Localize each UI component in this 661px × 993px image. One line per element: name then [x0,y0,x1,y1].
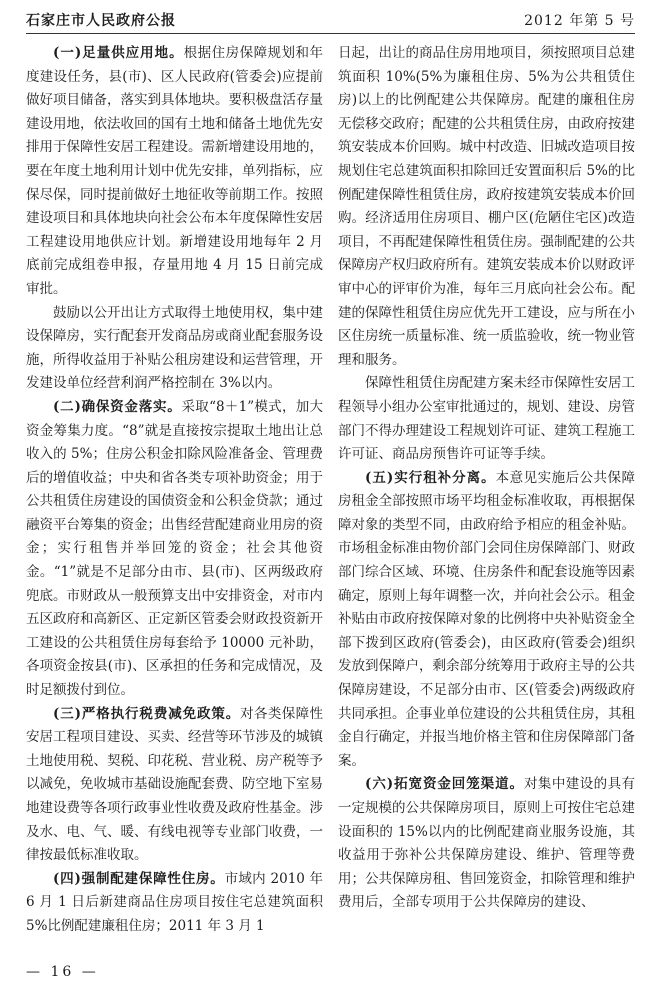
paragraph-text: 对各类保障性安居工程项目建设、买卖、经营等环节涉及的城镇土地使用税、契税、印花税、营业税、房产税等予以减免，免收城市基础设施配套费、防空地下室易地建设费等各项行政事业性收费及政府性基金。涉及水、电、气、暖、有线电视等专业部门收费，一律按最低标准收取。 [26,705,323,864]
issue-number: 2012 年第 5 号 [524,13,635,29]
section-heading: (二)确保资金落实。 [53,398,182,415]
paragraph [26,868,323,939]
paragraph-text: 日起，出让的商品住房用地项目，须按照项目总建筑面积 10%(5%为廉租住房、5%为公共租赁住房)以上的比例配建公共保障房。配建的廉租住房无偿移交政府；配建的公共租赁住房，由政府按建筑安装成本价回购。城中村改造、旧城改造项目按规划住宅总建筑面积扣除回迁安置面积后 5%的比例配建保障性租赁住房，政府按建筑安装成本价回购。经济适用住房项目、棚户区(危陋住宅区)改造项目，不再配建保障性租赁住房。强制配建的公共保障房产权归政府所有。建筑安装成本价以财政评审中心的评审价为准，每年三月底向社会公布。配建的保障性租赁住房应优先开工建设，应与所在小区住房统一质量标准、统一质监验收，统一物业管理和服务。 [338,45,635,368]
paragraph [26,302,323,396]
paragraph [338,773,635,915]
page-header [26,8,635,34]
paragraph-text: 采取“8＋1”模式，加大资金筹集力度。“8”就是直接按宗提取土地出让总收入的 5%；住房公积金扣除风险准备金、管理费后的增值收益；中央和省各类专项补助资金；用于公共租赁住房建设的国债资金和公积金贷款；通过融资平台筹集的资金；出售经营配建商业用房的资金；实行租售并举回笼的资金；社会其他资金。“1”就是不足部分由市、县(市)、区两级政府兜底。市财政从一般预算支出中安排资金，对市内五区政府和高新区、正定新区管委会财政投资新开工建设的公共租赁住房每套给予 10000 元补助，各项资金按县(市)、区承担的任务和完成情况，及时足额拨付到位。 [26,398,323,699]
section-heading: (一)足量供应用地。 [53,45,184,61]
section-heading: (三)严格执行税费减免政策。 [53,705,241,722]
section-heading: (五)实行租补分离。 [365,469,496,486]
right-column [338,42,635,957]
paragraph-text: 根据住房保障规划和年度建设任务，县(市)、区人民政府(管委会)应提前做好项目储备，落实到具体地块。要积极盘活存量建设用地，依法收回的国有土地和储备土地优先安排用于保障性安居工程建设。需新增建设用地的，要在年度土地利用计划中优先安排，单列指标，应保尽保，同时提前做好土地征收等前期工作。按照建设项目和具体地块向社会公布本年度保障性安居工程建设用地供应计划。新增建设用地每年 2 月底前完成组卷申报，存量用地 4 月 15 日前完成审批。 [26,45,323,297]
section-heading: (四)强制配建保障性住房。 [53,870,225,887]
paragraph [26,703,323,868]
paragraph-text: 对集中建设的具有一定规模的公共保障房项目，原则上可按住宅总建设面积的 15%以内的比例配建商业服务设施，其收益用于弥补公共保障房建设、维护、管理等费用；公共保障房租、售回笼资金，扣除管理和维护费用后，全部专项用于公共保障房的建设、 [338,776,635,911]
publication-title: 石家庄市人民政府公报 [26,13,176,29]
paragraph-text: 保障性租赁住房配建方案未经市保障性安居工程领导小组办公室审批通过的，规划、建设、房管部门不得办理建设工程规划许可证、建筑工程施工许可证、商品房预售许可证等手续。 [338,375,635,463]
paragraph [26,42,323,302]
paragraph-text: 本意见实施后公共保障房租金全部按照市场平均租金标准收取，再根据保障对象的类型不同，由政府给予相应的租金补贴。市场租金标准由物价部门会同住房保障部门、财政部门综合区域、环境、住房条件和配套设施等因素确定，原则上每年调整一次，并向社会公示。租金补贴由市政府按保障对象的比例将中央补贴资金全部下拨到区政府(管委会)，由区政府(管委会)组织发放到保障户，剩余部分统筹用于政府主导的公共保障房建设，不足部分由市、区(管委会)两级政府共同承担。企事业单位建设的公共租赁住房，其租金自行确定，并报当地价格主管和住房保障部门备案。 [338,469,635,769]
paragraph-continued [338,42,635,372]
section-heading: (六)拓宽资金回笼渠道。 [365,776,524,793]
paragraph-text: 鼓励以公开出让方式取得土地使用权，集中建设保障房，实行配套开发商品房或商业配套服务设施，所得收益用于补贴公租房建设和运营管理，开发建设单位经营利润严格控制在 3%以内。 [26,304,323,392]
paragraph-text: 市域内 2010 年 6 月 1 日后新建商品住房项目按住宅总建筑面积 5%比例配建廉租住房；2011 年 3 月 1 [26,870,323,934]
paragraph [338,372,635,466]
page-number: — 16 — [26,964,99,980]
paragraph [338,467,635,774]
body-columns [26,42,635,957]
left-column [26,42,323,957]
paragraph [26,396,323,703]
